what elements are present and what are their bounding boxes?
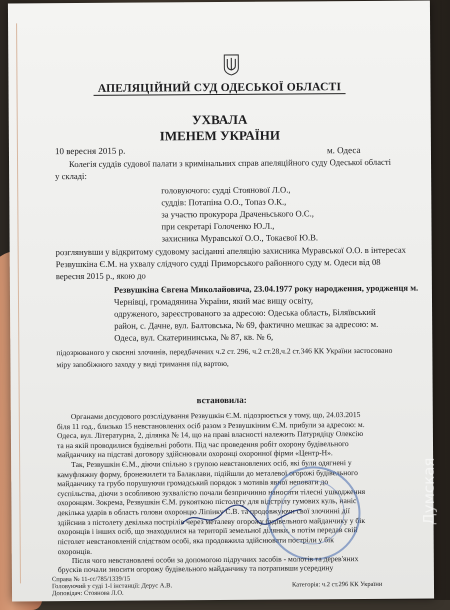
composition-line: за участю прокурора Драченьського О.С., — [161, 208, 314, 220]
trident-coat-of-arms-icon — [223, 54, 239, 76]
body-line: Одеса, вул. Літературна, 2, ділянка № 14, що на праві власності належить Патурядіцу Олексію — [56, 429, 364, 441]
composition-line: захисника Муравської О.О., Токаєвої Ю.В. — [161, 232, 319, 244]
body-line: декілька ударів в область голови охоронцю Ліпіику С.В. та продовжуючи свої злочинні дії — [57, 506, 350, 518]
person-line: Одеса, вул. Скатерининська, № 87, кв. № 6, — [114, 331, 274, 343]
body-line: суспільства, діючи з особливою зухвалістю почали безпричинно наносити тілесні ушкодження — [57, 486, 366, 498]
person-line: район, с. Дачне, вул. Балтовська, № 69, фактично мешкає за адресою: м. — [114, 318, 379, 331]
person-line: Чернівці, громадянина України, який має вищу освіту, — [113, 295, 314, 307]
composition-line: суддів: Потапіна О.О., Топаз О.К., — [161, 196, 287, 208]
body-line: Так, Резвушкін Є.М., діючи спільно з групою невстановлених осіб, які були одягнені у — [71, 458, 352, 470]
body-line: та на якій проводилися будівельні роботи. Під час проведення робіт охорону будівельного — [56, 438, 349, 450]
composition-intro: Колегія суддів судової палати з кримінальних справ апеляційного суду Одеської області — [69, 156, 391, 170]
footer-rapporteur: Доповідач: Стоянова Л.О. — [52, 589, 124, 598]
document-date: 10 вересня 2015 р. — [54, 145, 126, 157]
court-name: АПЕЛЯЦІЙНИЙ СУД ОДЕСЬКОЇ ОБЛАСТІ — [8, 81, 430, 96]
composition-line: головуючого: судді Стоянової Л.О., — [161, 184, 291, 196]
body-line: майданчику та грубо порушуючи громадський порядок з мотивів явної неповаги до — [57, 477, 329, 489]
body-line: охоронців. — [57, 546, 93, 557]
body-line: Органами досудового розслідування Резвушкін Є.М. підозрюється у тому, що, 24.03.2015 — [70, 410, 361, 422]
footer-presiding-judge: Головуючий у суді 1-ї інстанції: Дерус А.В. — [51, 582, 173, 591]
review-line: розглянувши у відкритому судовому засіданні апеляцію захисника Муравської О.О. в інтересах — [55, 244, 406, 258]
suspect-line: міру запобіжного заходу у виді тримання під вартою, — [56, 358, 229, 370]
body-line: охоронцям. Зокрема, Резвушкін Є.М. рукояткою пістолету для відстрілу гумових куль, наніс — [57, 496, 357, 508]
composition-intro-2: у складі: — [55, 170, 87, 182]
footer-category: Категорія: ч.2 ст.296 КК України — [291, 580, 383, 589]
binding-thread — [16, 23, 21, 583]
body-line: пістолет невстановленій слідством особі, яка продовжила здійснювати постріли у бік — [57, 535, 334, 546]
person-line: Резвушкіна Євгена Миколайовича, 23.04.1977 року народження, уродженця м. — [113, 282, 419, 295]
body-line: камуфляжну форму, бронежилети та Балаклави, підійшли до металевої огорожі будівельного — [57, 467, 358, 479]
person-line: одруженого, зареєстрованого за адресою: Одеська область, Біляївський — [114, 306, 376, 319]
suspect-line: підозрюваного у скоєнні злочинів, передбачених ч.2 ст. 296, ч.2 ст.28,ч.2 ст.346 КК України застосовано — [56, 345, 393, 358]
signature-icon — [176, 501, 306, 532]
document-title: УХВАЛА — [192, 111, 248, 128]
document-page — [8, 1, 434, 602]
footer-case-number: Справа № 11-сс/785/1339/15 — [51, 575, 131, 584]
document-city: м. Одеса — [326, 145, 361, 156]
body-line: здійснив з пістолету декілька пострілів через металеву огорожу будівельного майданчику у бік — [57, 515, 366, 527]
body-line: Після чого невстановлені особи за допомогою підручних засобів - молотів та дерев'яних — [71, 554, 359, 566]
body-line: охоронців і інших осіб, що знаходилися на території земельної ділянки, в потім передав свій — [57, 525, 358, 537]
document-subtitle: ІМЕНЕМ УКРАЇНИ — [159, 127, 281, 144]
body-line: брусків почали зносити огорожу будівельного майданчику та потрапивши усередину — [57, 562, 334, 574]
body-line: майданчику на підставі договору здійснювали охоронці охоронної фірми «Центр-Н». — [57, 448, 333, 460]
composition-line: при секретарі Голоченко Ю.Л., — [161, 220, 275, 232]
body-line: біля 11 год., близько 15 невстановлених осіб разом з Резвушкіним Є.М. прибули за адресою: м. — [56, 419, 365, 431]
review-line: Резвушкіна Є.М. на ухвалу слідчого судді Приморського районного суду м. Одеси від 08 — [55, 256, 381, 270]
review-line: вересня 2015 р., якою до — [55, 270, 146, 282]
watermark-text: Думская — [420, 457, 438, 525]
section-heading: встановила: — [196, 394, 247, 406]
